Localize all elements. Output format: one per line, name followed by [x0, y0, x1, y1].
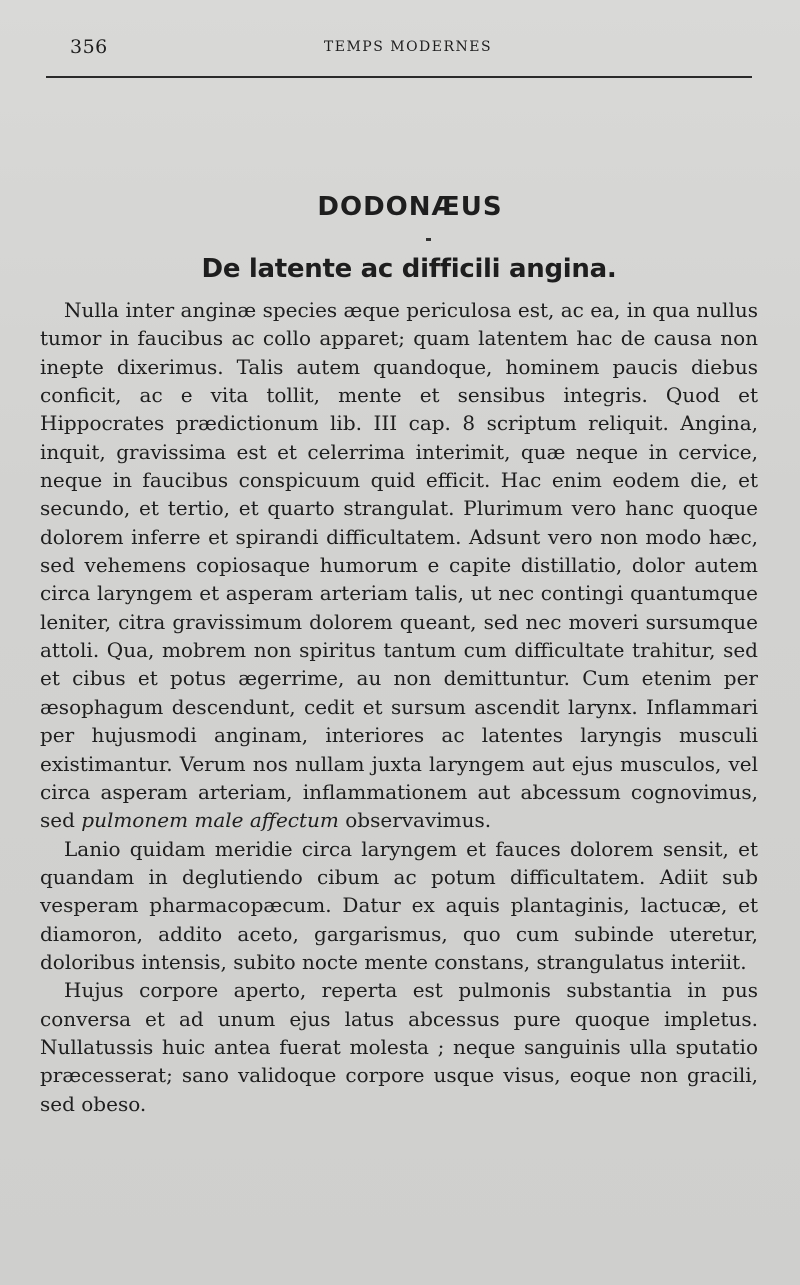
- paragraph-1-text: Nulla inter anginæ species æque periculosa est, ac ea, in qua nullus tumor in faucibus ac collo apparet; quam latentem hac de causa non inepte dixerimus. Talis autem quandoque, hominem paucis diebus conficit, ac e vita tollit, mente et sensibus integris. Quod et Hippocrates prædictionum lib. III cap. 8 scriptum reliquit. Angina, inquit, gravissima est et celerrima interimit, quæ neque in cervice, neque in faucibus conspicuum quid efficit. Hac enim eodem die, et secundo, et tertio, et quarto strangulat. Plurimum vero hanc quoque dolorem inferre et spirandi difficultatem. Adsunt vero non modo hæc, sed vehemens copiosaque humorum e capite distillatio, dolor autem circa laryngem et asperam arteriam talis, ut nec contingi quantumque leniter, citra gravissimum dolorem queant, sed nec moveri sursumque attoli. Qua, mobrem non spiritus tantum cum difficultate trahitur, sed et cibus et potus ægerrime, au non demittuntur. Cum etenim per æsophagum descendunt, cedit et sursum ascendit larynx. Inflammari per hujusmodi anginam, interiores ac latentes laryngis musculi existimantur. Verum nos nullam juxta laryngem aut ejus musculos, vel circa asperam arteriam, inflammationem aut abcessum cognovimus, sed: [40, 298, 758, 833]
- page-header: [64, 30, 752, 64]
- paragraph-1: [40, 296, 758, 835]
- page-number: 356: [70, 36, 108, 58]
- italic-phrase: pulmonem male affectum: [81, 808, 339, 833]
- ornament-dash: [426, 238, 431, 241]
- header-rule: [46, 76, 752, 78]
- article-title: De latente ac difficili angina.: [201, 254, 617, 284]
- paragraph-3: Hujus corpore aperto, reperta est pulmonis substantia in pus conversa et ad unum ejus latus abcessus pure quoque impletus. Nullatussis huic antea fuerat molesta ; neque sanguinis ulla sputatio præcesserat; sano validoque corpore usque visus, eoque non gracili, sed obeso.: [40, 978, 758, 1116]
- running-head: TEMPS MODERNES: [323, 39, 493, 55]
- author-heading: DODONÆUS: [317, 192, 503, 222]
- paragraph-2: Lanio quidam meridie circa laryngem et fauces dolorem sensit, et quandam in deglutiendo cibum ac potum difficultatem. Adiit sub vesperam pharmacopæcum. Datur ex aquis plantaginis, lactucæ, et diamoron, addito aceto, gargarismus, quo cum subinde uteretur, doloribus intensis, subito nocte mente constans, strangulatus interiit.: [40, 836, 758, 974]
- paragraph-1-end: observavimus.: [338, 808, 492, 833]
- body-text: [40, 296, 758, 1118]
